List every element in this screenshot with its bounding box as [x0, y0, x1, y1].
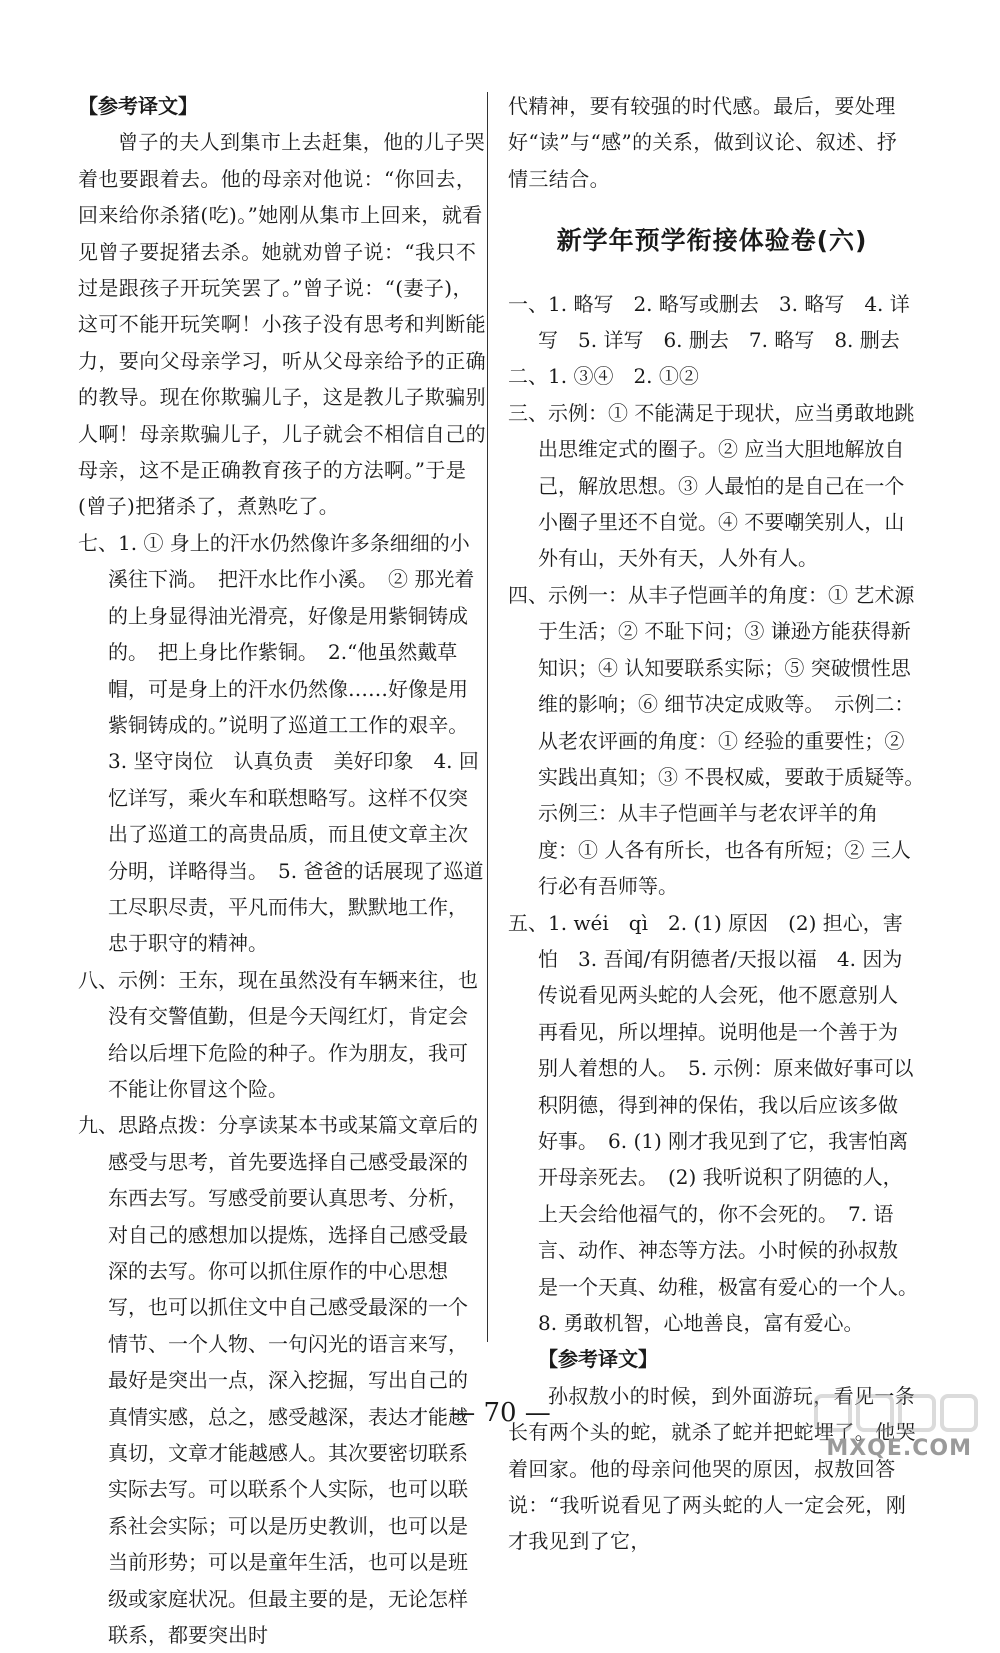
item-text: 1. ③④ 2. ①② — [548, 364, 699, 389]
item-number: 二、 — [508, 364, 548, 389]
reference-translation-text: 曾子的夫人到集市上去赶集，他的儿子哭着也要跟着去。他的母亲对他说：“你回去，回来给你杀猪(吃)。”她刚从集市上回来，就看见曾子要捉猪去杀。她就劝曾子说：“我只不过是跟孩子开玩笑罢了。”曾子说：“(妻子)，这可不能开玩笑啊！小孩子没有思考和判断能力，要向父母亲学习，听从父母亲给予的正确的教导。现在你欺骗儿子，这是教儿子欺骗别人啊！母亲欺骗儿子，儿子就会不相信自己的母亲，这不是正确教育孩子的方法啊。”于是(曾子)把猪杀了，煮熟吃了。 — [78, 130, 486, 519]
section-title: 新学年预学衔接体验卷(六) — [556, 226, 868, 256]
reference-translation-text: 孙叔敖小的时候，到外面游玩，看见一条长有两个头的蛇，就杀了蛇并把蛇埋了。他哭着回家。他的母亲问他哭的原因，叔敖回答说：“我听说看见了两头蛇的人一定会死，刚才我见到了它， — [508, 1383, 916, 1554]
item-text: 示例：① 不能满足于现状，应当勇敢地跳出思维定式的圈子。② 应当大胆地解放自己，解放思想。③ 人最怕的是自己在一个小圈子里还不自觉。④ 不要嘲笑别人，山外有山，天外有天，人外有人。 — [538, 400, 915, 571]
watermark-text: MXQE.COM — [826, 1436, 972, 1461]
answer-item-3 — [508, 395, 916, 577]
answer-item-8 — [78, 962, 486, 1108]
reference-translation-heading: 【参考译文】 — [538, 1347, 658, 1372]
item-text: 示例一：从丰子恺画羊的角度：① 艺术源于生活；② 不耻下问；③ 谦逊方能获得新知识；④ 认知要联系实际；⑤ 突破惯性思维的影响；⑥ 细节决定成败等。 示例二：从老农评画的角度：① 经验的重要性；② 实践出真知；③ 不畏权威，要敢于质疑等。 示例三：从丰子恺画羊与老农评羊的角度：① 人各有所长，也各有所短；② 三人行必有吾师等。 — [538, 582, 935, 899]
item-text: 1. 略写 2. 略写或删去 3. 略写 4. 详写 5. 详写 6. 删去 7. 略写 8. 删去 — [538, 291, 910, 353]
item-number: 五、 — [508, 910, 548, 935]
item-text: 1. wéi qì 2. (1) 原因 (2) 担心，害怕 3. 吾闻/有阴德者/天报以福 4. 因为传说看见两头蛇的人会死，他不愿意别人再看见，所以埋掉。说明他是一个善于为别人着想的人。 5. 示例：原来做好事可以积阴德，得到神的保佑，我以后应该多做好事。 6. (1) 刚才我见到了它，我害怕离开母亲死去。 (2) 我听说积了阴德的人，上天会给他福气的，你不会死的。 7. 语言、动作、神态等方法。小时候的孙叔敖是一个天真、幼稚，极富有爱心的一个人。 8. 勇敢机智，心地善良，富有爱心。 — [538, 910, 928, 1335]
answer-item-7 — [78, 525, 486, 962]
reference-translation-heading: 【参考译文】 — [78, 94, 198, 118]
answer-item-2 — [508, 358, 916, 394]
item-text: 示例：王东，现在虽然没有车辆来往，也没有交警值勤，但是今天闯红灯，肯定会给以后埋下危险的种子。作为朋友，我可不能让你冒这个险。 — [108, 967, 478, 1101]
item-number: 七、 — [78, 530, 118, 555]
answer-item-5 — [508, 905, 928, 1342]
page-number: — 70 — — [449, 1398, 551, 1428]
item-text: 思路点拨：分享读某本书或某篇文章后的感受与思考，首先要选择自己感受最深的东西去写。写感受前要认真思考、分析，对自己的感想加以提炼，选择自己感受最深的去写。你可以抓住原作的中心思想写，也可以抓住文中自己感受最深的一个情节、一个人物、一句闪光的语言来写，最好是突出一点，深入挖掘，写出自己的真情实感，总之，感受越深，表达才能越真切，文章才能越感人。其次要密切联系实际去写。可以联系个人实际，也可以联系社会实际；可以是历史教训，也可以是当前形势；可以是童年生活，也可以是班级或家庭状况。但最主要的是，无论怎样联系，都要突出时 — [108, 1113, 478, 1648]
answer-item-4 — [508, 577, 935, 905]
item-number: 一、 — [508, 291, 548, 316]
right-column — [508, 88, 935, 1560]
item-number: 三、 — [508, 400, 548, 425]
item-number: 四、 — [508, 582, 548, 607]
answer-item-1 — [508, 286, 916, 359]
continued-text: 代精神，要有较强的时代感。最后，要处理好“读”与“感”的关系，做到议论、叙述、抒情三结合。 — [508, 94, 898, 191]
item-text: 1. ① 身上的汗水仍然像许多条细细的小溪往下淌。 把汗水比作小溪。 ② 那光着的上身显得油光滑亮，好像是用紫铜铸成的。 把上身比作紫铜。 2.“他虽然戴草帽，可是身上的汗水仍然像……好像是用紫铜铸成的。”说明了巡道工工作的艰辛。 3. 坚守岗位 认真负责 美好印象 4. 回忆详写，乘火车和联想略写。这样不仅突出了巡道工的高贵品质，而且使文章主次分明，详略得当。 5. 爸爸的话展现了巡道工尽职尽责，平凡而伟大，默默地工作，忠于职守的精神。 — [108, 530, 484, 956]
item-number: 八、 — [78, 967, 118, 992]
answer-item-9 — [78, 1107, 486, 1653]
column-divider — [487, 92, 488, 1342]
item-number: 九、 — [78, 1113, 118, 1138]
